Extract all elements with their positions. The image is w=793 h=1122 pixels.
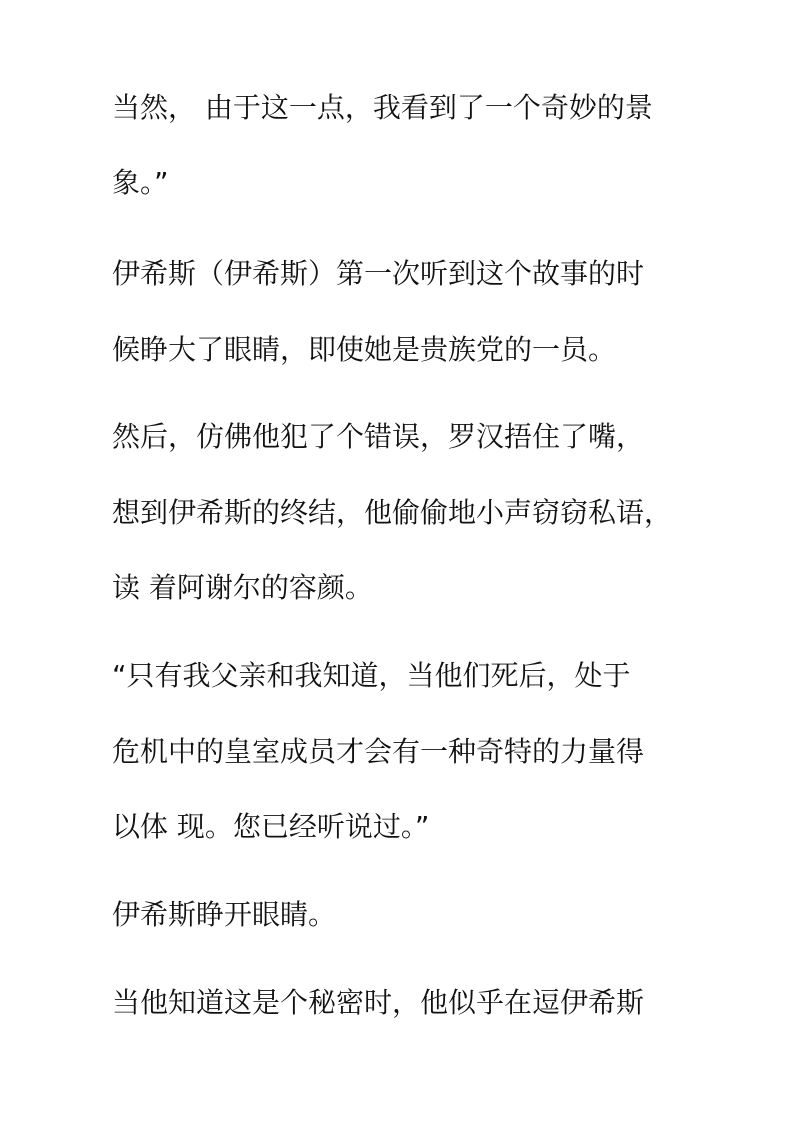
text-line: 当然， 由于这一点，我看到了一个奇妙的景	[112, 91, 653, 124]
text-line: 象。”	[112, 166, 169, 199]
text-line: 以体 现。您已经听说过。”	[112, 810, 430, 843]
text-line: 候睁大了眼睛，即使她是贵族党的一员。	[112, 333, 617, 366]
text-line: 伊希斯（伊希斯）第一次听到这个故事的时	[112, 257, 645, 290]
text-line: 伊希斯睁开眼睛。	[112, 898, 337, 931]
text-line: “只有我父亲和我知道，当他们死后，处于	[112, 659, 631, 692]
text-line: 危机中的皇室成员才会有一种奇特的力量得	[112, 735, 645, 768]
text-line: 当他知道这是个秘密时，他似乎在逗伊希斯	[112, 986, 645, 1019]
text-line: 然后，仿佛他犯了个错误，罗汉捂住了嘴，	[112, 420, 645, 453]
text-line: 想到伊希斯的终结，他偷偷地小声窃窃私语，	[112, 496, 673, 529]
text-line: 读 着阿谢尔的容颜。	[112, 571, 373, 604]
